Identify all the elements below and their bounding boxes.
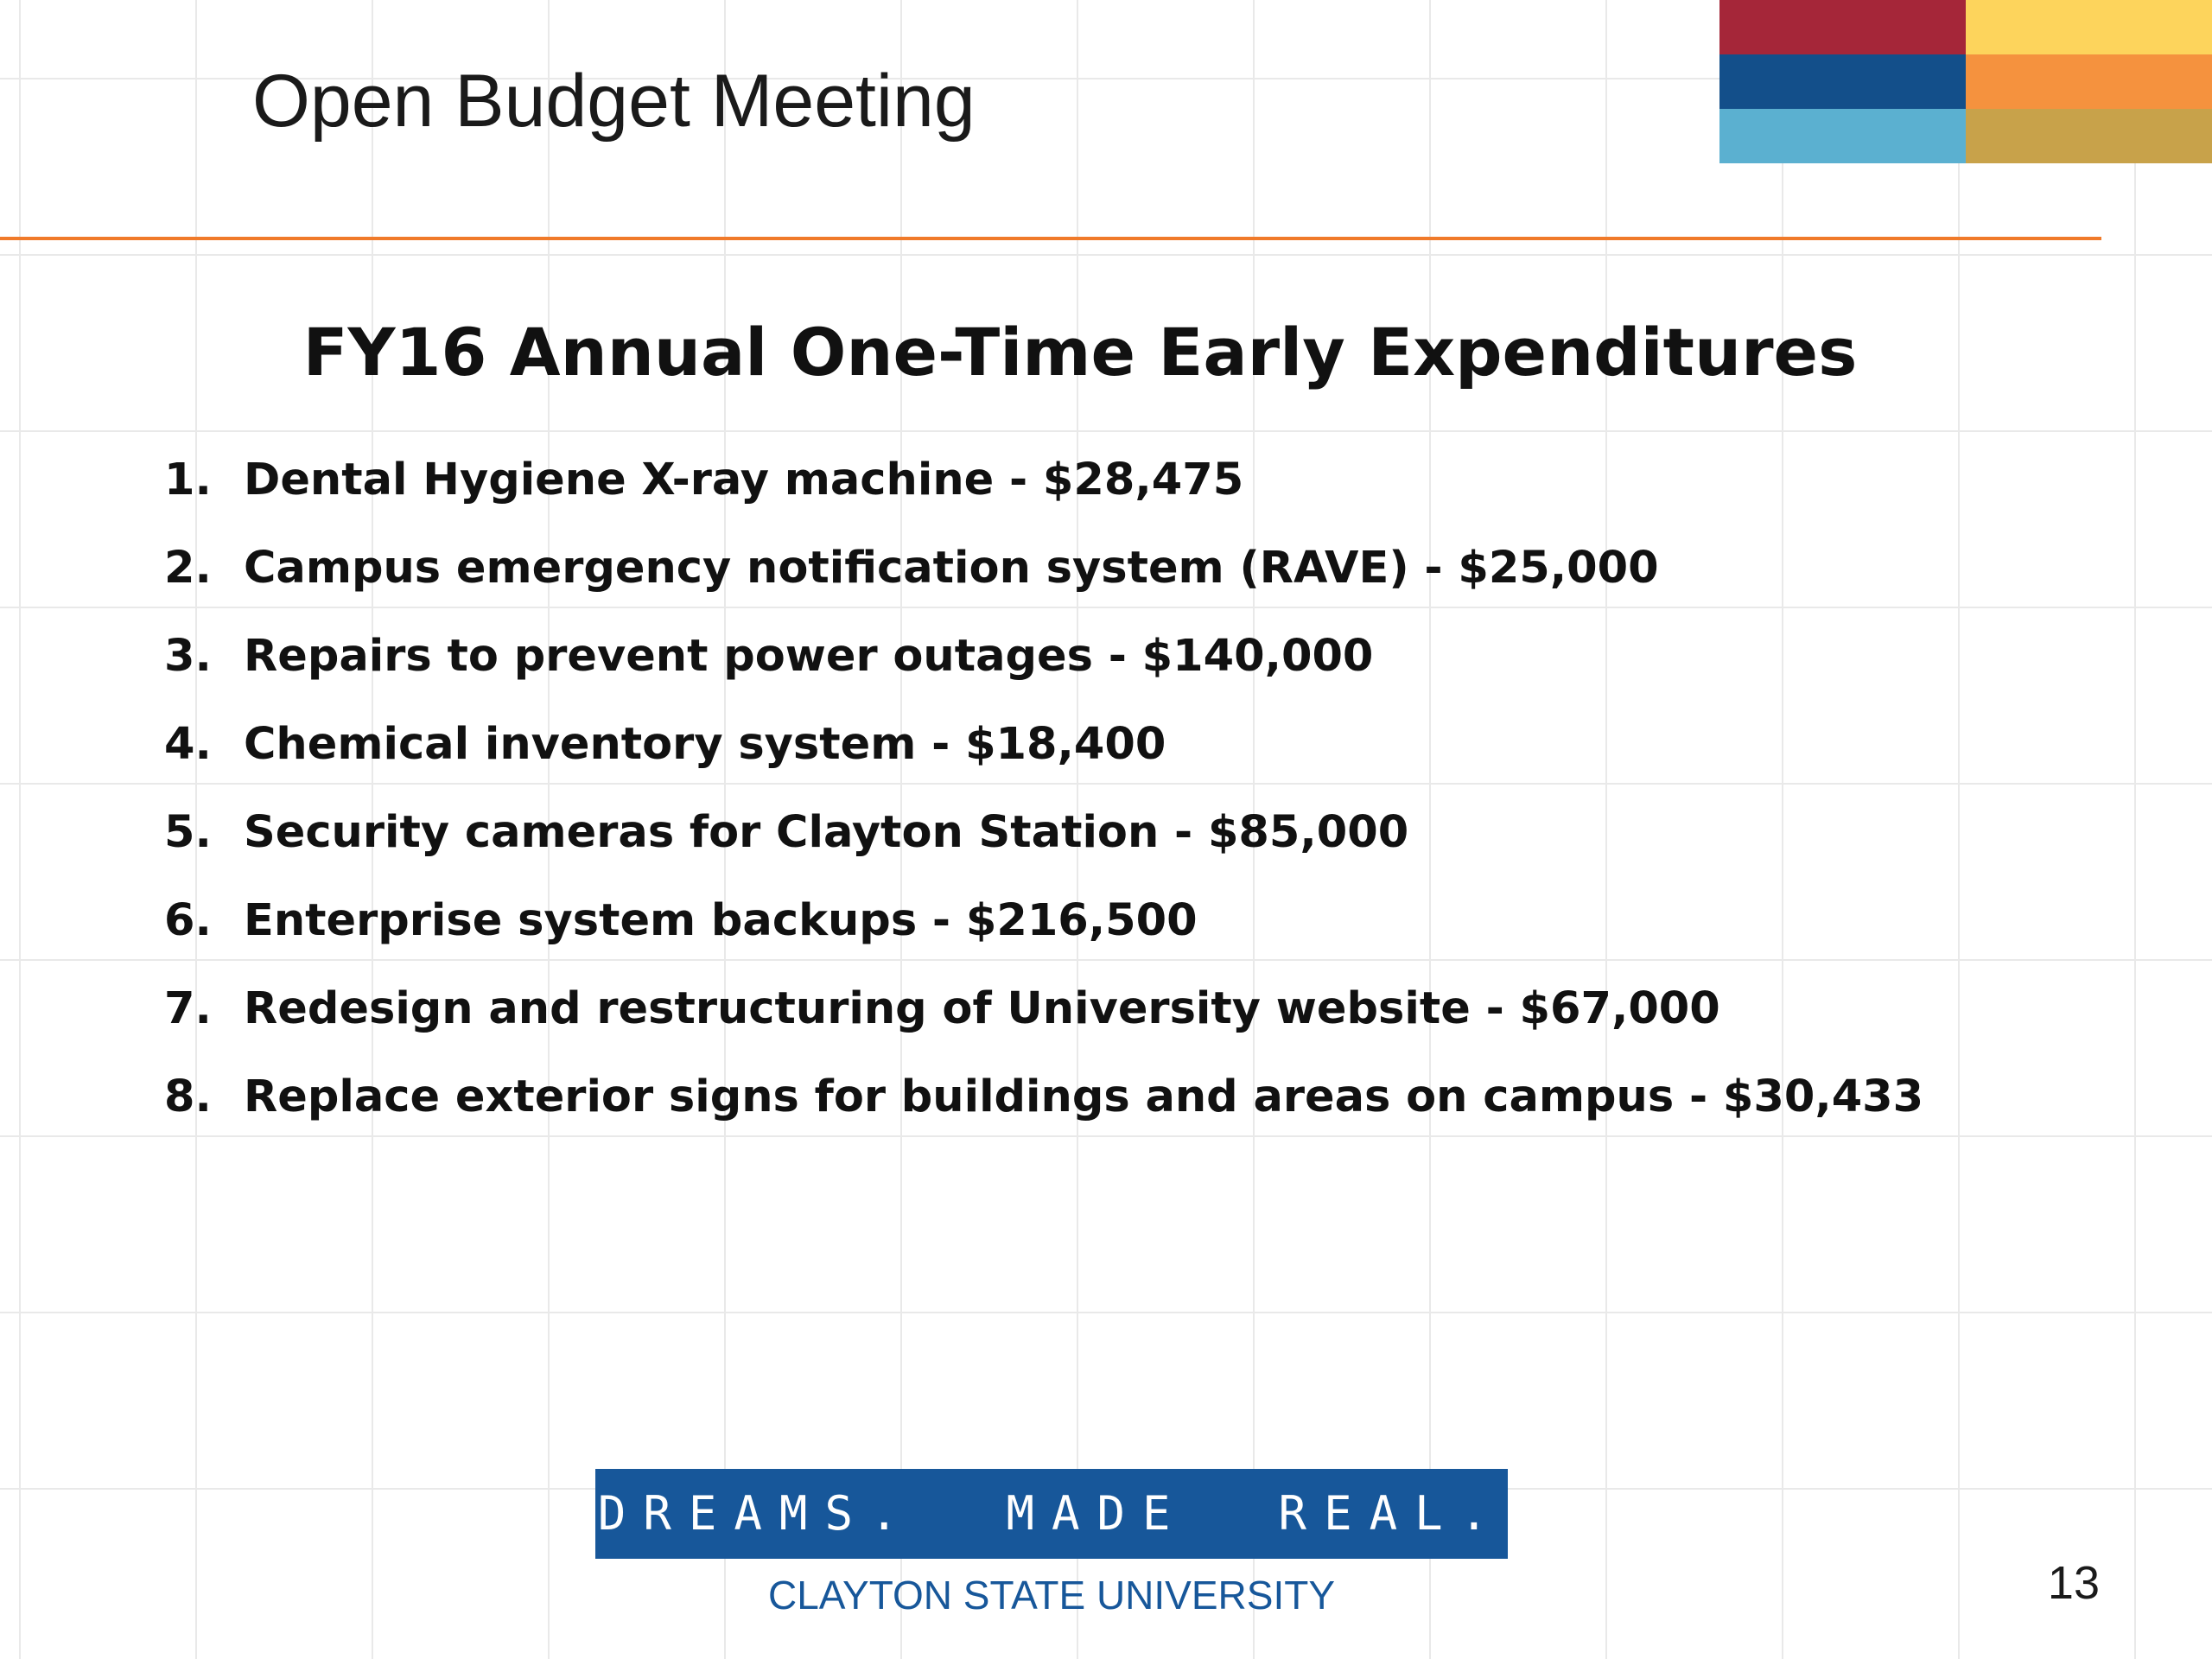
item-text: Redesign and restructuring of University website - $67,000 [244,983,1720,1034]
gold-block [1966,109,2212,163]
skyblue-block [1719,109,1966,163]
section-heading: FY16 Annual One-Time Early Expenditures [302,314,1858,391]
item-text: Dental Hygiene X-ray machine - $28,475 [244,454,1244,505]
list-item [164,978,1923,1066]
item-text: Campus emergency notification system (RAVE) - $25,000 [244,543,1659,594]
item-number: 4. [164,719,212,770]
expenditure-list [164,449,1923,1154]
university-name: CLAYTON STATE UNIVERSITY [767,1573,1336,1618]
item-text: Repairs to prevent power outages - $140,000 [244,631,1374,682]
item-text: Enterprise system backups - $216,500 [244,895,1198,946]
item-number: 3. [164,631,212,682]
item-text: Replace exterior signs for buildings and areas on campus - $30,433 [244,1071,1924,1122]
list-item [164,1066,1923,1154]
list-item [164,626,1923,714]
item-number: 8. [164,1071,212,1122]
item-number: 2. [164,543,212,594]
header-divider [0,237,2101,240]
item-number: 6. [164,895,212,946]
list-item [164,802,1923,890]
red-block [1719,0,1966,54]
list-item [164,714,1923,802]
slogan-banner: DREAMS. MADE REAL. [595,1469,1508,1559]
list-item [164,890,1923,978]
item-text: Security cameras for Clayton Station - $85,000 [244,807,1409,858]
color-blocks-decoration [1719,0,2212,164]
list-item [164,537,1923,626]
item-text: Chemical inventory system - $18,400 [244,719,1166,770]
yellow-block [1966,0,2212,54]
list-item [164,449,1923,537]
item-number: 5. [164,807,212,858]
page-number: 13 [2047,1557,2100,1609]
item-number: 7. [164,983,212,1034]
navy-block [1719,54,1966,109]
orange-block [1966,54,2212,109]
slide-title: Open Budget Meeting [252,60,976,143]
item-number: 1. [164,454,212,505]
